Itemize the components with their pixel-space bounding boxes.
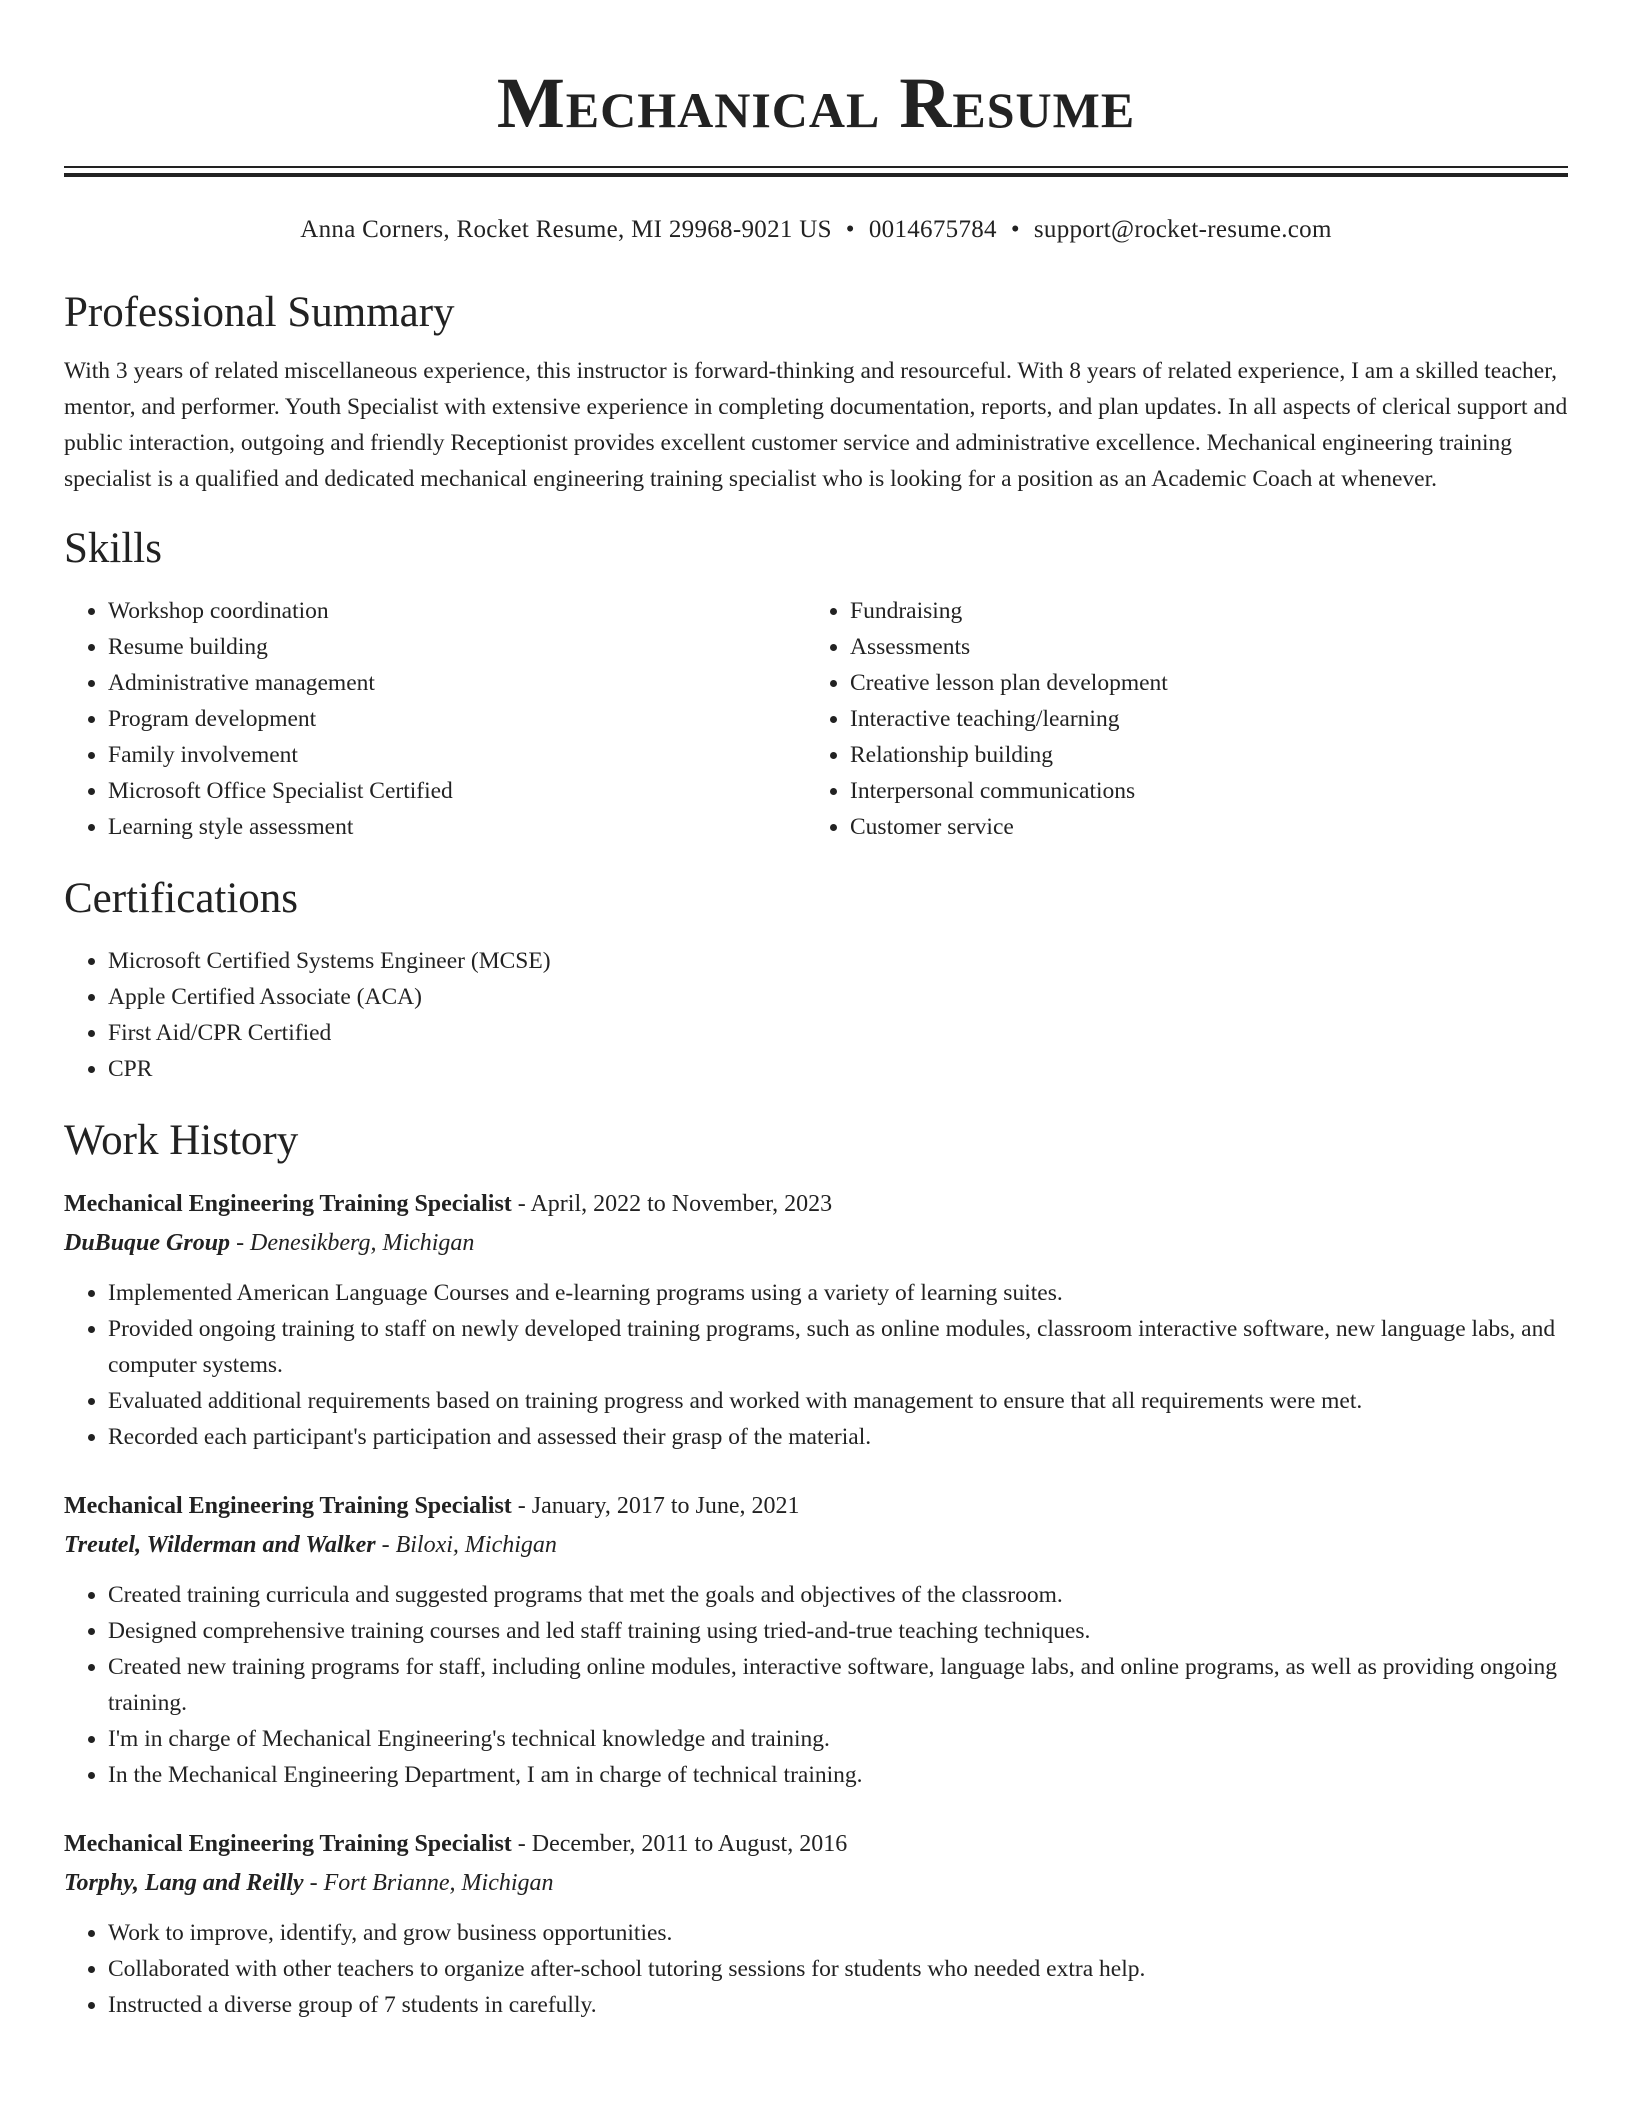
job-company: Treutel, Wilderman and Walker [64, 1532, 376, 1558]
certification-item: • CPR [108, 1051, 1568, 1087]
certifications-section [64, 873, 1568, 1087]
skills-list-left [64, 593, 808, 845]
contact-line [64, 213, 1568, 247]
skill-item: • Assessments [850, 629, 1550, 665]
skill-item: • Resume building [108, 629, 808, 665]
contact-separator: • [1010, 216, 1020, 243]
skills-grid [64, 593, 1568, 845]
contact-email: support@rocket-resume.com [1033, 216, 1332, 243]
job-company-line [64, 1525, 1568, 1565]
skill-item: • Microsoft Office Specialist Certified [108, 773, 808, 809]
certification-item: • Microsoft Certified Systems Engineer (MCSE) [108, 943, 1568, 979]
job-bullet: • Instructed a diverse group of 7 students in carefully. [108, 1987, 1568, 2023]
job-location: - Fort Brianne, Michigan [303, 1870, 554, 1896]
header-divider-thin [64, 166, 1568, 168]
summary-heading: Professional Summary [64, 289, 455, 336]
job-bullet: • Created new training programs for staff, including online modules, interactive software, language labs, and online programs, as well as providing ongoing training. [108, 1649, 1568, 1721]
job-bullet: • Designed comprehensive training courses and led staff training using tried-and-true teaching techniques. [108, 1613, 1568, 1649]
skill-item: • Learning style assessment [108, 809, 808, 845]
certifications-list [64, 943, 1568, 1087]
job-company: DuBuque Group [64, 1230, 231, 1256]
job-bullet: • Created training curricula and suggested programs that met the goals and objectives of the classroom. [108, 1577, 1568, 1613]
certifications-heading: Certifications [64, 875, 299, 922]
job-bullet: • I'm in charge of Mechanical Engineering's technical knowledge and training. [108, 1721, 1568, 1757]
skill-item: • Interpersonal communications [850, 773, 1550, 809]
job-title: Mechanical Engineering Training Specialist [64, 1191, 512, 1217]
certification-item: • First Aid/CPR Certified [108, 1015, 1568, 1051]
job-dates: - January, 2017 to June, 2021 [511, 1493, 800, 1519]
skill-item: • Relationship building [850, 737, 1550, 773]
skill-item: • Interactive teaching/learning [850, 701, 1550, 737]
skill-item: • Family involvement [108, 737, 808, 773]
header-divider-thick [64, 173, 1568, 177]
job-company-line [64, 1223, 1568, 1263]
skills-section [64, 523, 1568, 845]
job-bullets [64, 1275, 1568, 1455]
skill-item: • Workshop coordination [108, 593, 808, 629]
skill-item: • Customer service [850, 809, 1550, 845]
job-title-line [64, 1825, 1568, 1863]
resume-name: Mechanical Resume [496, 63, 1136, 143]
job-bullet: • In the Mechanical Engineering Department, I am in charge of technical training. [108, 1757, 1568, 1793]
job-dates: - April, 2022 to November, 2023 [511, 1191, 833, 1217]
job-title: Mechanical Engineering Training Specialist [64, 1831, 512, 1857]
summary-text: With 3 years of related miscellaneous experience, this instructor is forward-thinking and resourceful. With 8 years of related experience, I am a skilled teacher, mentor, and performer. Youth Specialist with extensive experience in completing documentation, reports, and plan updates. In all aspects of clerical support and public interaction, outgoing and friendly Receptionist provides excellent customer service and administrative excellence. Mechanical engineering training specialist is a qualified and dedicated mechanical engineering training specialist who is looking for a position as an Academic Coach at whenever. [64, 358, 1568, 492]
job-title-line [64, 1185, 1568, 1223]
job-entry [64, 1825, 1568, 2023]
job-bullet: • Provided ongoing training to staff on newly developed training programs, such as online modules, classroom interactive software, new language labs, and computer systems. [108, 1311, 1568, 1383]
skill-item: • Administrative management [108, 665, 808, 701]
job-company: Torphy, Lang and Reilly [64, 1870, 304, 1896]
job-bullets [64, 1915, 1568, 2023]
contact-phone: 0014675784 [868, 216, 997, 243]
job-bullet: • Recorded each participant's participation and assessed their grasp of the material. [108, 1419, 1568, 1455]
job-bullets [64, 1577, 1568, 1793]
job-title: Mechanical Engineering Training Specialist [64, 1493, 512, 1519]
job-location: - Biloxi, Michigan [375, 1532, 557, 1558]
job-bullet: • Work to improve, identify, and grow business opportunities. [108, 1915, 1568, 1951]
skill-item: • Program development [108, 701, 808, 737]
job-dates: - December, 2011 to August, 2016 [511, 1831, 848, 1857]
job-title-line [64, 1487, 1568, 1525]
skill-item: • Fundraising [850, 593, 1550, 629]
summary-section [64, 287, 1568, 497]
skill-item: • Creative lesson plan development [850, 665, 1550, 701]
certification-item: • Apple Certified Associate (ACA) [108, 979, 1568, 1015]
resume-page [64, 0, 1568, 2023]
skills-list-right [808, 593, 1550, 845]
job-bullet: • Collaborated with other teachers to organize after-school tutoring sessions for students who needed extra help. [108, 1951, 1568, 1987]
work-history-heading: Work History [64, 1117, 299, 1164]
contact-address: Anna Corners, Rocket Resume, MI 29968-9021 US [300, 216, 832, 243]
job-location: - Denesikberg, Michigan [230, 1230, 475, 1256]
contact-separator: • [845, 216, 855, 243]
job-entry [64, 1185, 1568, 1455]
work-history-section [64, 1115, 1568, 2023]
skills-heading: Skills [64, 525, 162, 572]
job-bullet: • Evaluated additional requirements based on training progress and worked with management to ensure that all requirements were met. [108, 1383, 1568, 1419]
job-bullet: • Implemented American Language Courses and e-learning programs using a variety of learning suites. [108, 1275, 1568, 1311]
job-company-line [64, 1863, 1568, 1903]
job-entry [64, 1487, 1568, 1793]
